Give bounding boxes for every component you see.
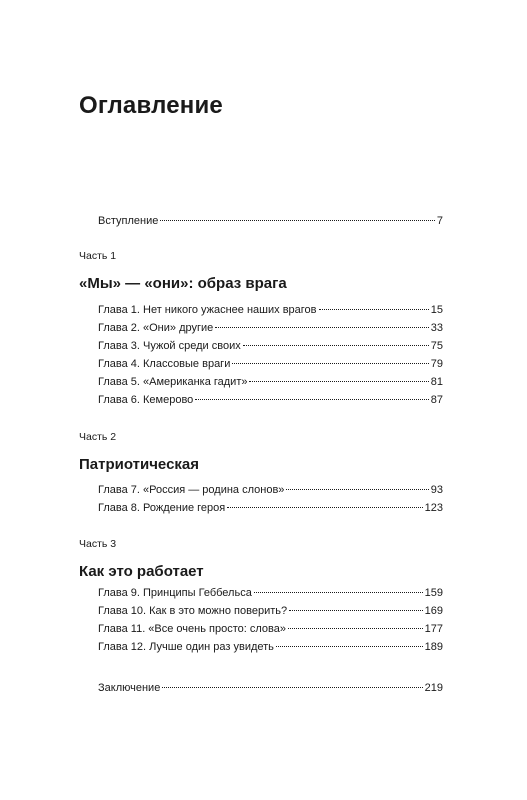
toc-page-number: 219 (424, 682, 443, 694)
toc-page-number: 189 (424, 641, 443, 653)
dot-leader (227, 507, 422, 508)
toc-page-number: 15 (430, 304, 443, 316)
dot-leader (288, 628, 423, 629)
dot-leader (286, 489, 428, 490)
toc-entry-outro[interactable] (79, 679, 443, 697)
toc-entry[interactable] (79, 373, 443, 391)
toc-entry-label: Глава 9. Принципы Геббельса (98, 587, 252, 599)
dot-leader (195, 399, 428, 400)
toc-entry-label: Глава 7. «Россия — родина слонов» (98, 484, 285, 496)
dot-leader (319, 309, 429, 310)
toc-page-number: 7 (436, 215, 443, 227)
toc-entry-label: Глава 12. Лучше один раз увидеть (98, 641, 274, 653)
toc-page-number: 75 (430, 340, 443, 352)
toc-entry-label: Глава 3. Чужой среди своих (98, 340, 241, 352)
toc-entry-label: Глава 11. «Все очень просто: слова» (98, 623, 286, 635)
toc-entry[interactable] (79, 499, 443, 517)
toc-page-number: 81 (430, 376, 443, 388)
part-label: Часть 1 (79, 250, 117, 262)
toc-page-number: 33 (430, 322, 443, 334)
toc-entry[interactable] (79, 319, 443, 337)
chapter-list (79, 481, 443, 517)
toc-page-number: 79 (430, 358, 443, 370)
toc-entry[interactable] (79, 391, 443, 409)
toc-entry[interactable] (79, 602, 443, 620)
toc-entry-label: Вступление (98, 215, 159, 227)
toc-entry-label: Глава 10. Как в это можно поверить? (98, 605, 288, 617)
page-title: Оглавление (79, 92, 223, 119)
toc-entry[interactable] (79, 481, 443, 499)
toc-entry-label: Глава 5. «Американка гадит» (98, 376, 248, 388)
dot-leader (232, 363, 428, 364)
dot-leader (254, 592, 423, 593)
part-title: «Мы» — «они»: образ врага (79, 275, 287, 292)
toc-entry-label: Глава 4. Классовые враги (98, 358, 231, 370)
toc-entry-label: Глава 2. «Они» другие (98, 322, 214, 334)
toc-entry-intro[interactable] (79, 212, 443, 230)
dot-leader (215, 327, 428, 328)
toc-page-number: 169 (424, 605, 443, 617)
toc-entry-label: Глава 8. Рождение героя (98, 502, 226, 514)
toc-entry[interactable] (79, 638, 443, 656)
toc-entry-label: Глава 6. Кемерово (98, 394, 194, 406)
toc-page-number: 159 (424, 587, 443, 599)
part-title: Патриотическая (79, 456, 200, 473)
chapter-list (79, 584, 443, 656)
dot-leader (243, 345, 429, 346)
toc-entry[interactable] (79, 355, 443, 373)
dot-leader (249, 381, 428, 382)
toc-page-number: 87 (430, 394, 443, 406)
toc-page-number: 177 (424, 623, 443, 635)
part-label: Часть 3 (79, 538, 117, 550)
part-label: Часть 2 (79, 431, 117, 443)
toc-entry[interactable] (79, 620, 443, 638)
toc-page-number: 93 (430, 484, 443, 496)
toc-entry[interactable] (79, 584, 443, 602)
dot-leader (276, 646, 423, 647)
dot-leader (162, 687, 422, 688)
toc-entry[interactable] (79, 301, 443, 319)
toc-entry-label: Заключение (98, 682, 161, 694)
toc-entry-label: Глава 1. Нет никого ужаснее наших врагов (98, 304, 317, 316)
toc-page-number: 123 (424, 502, 443, 514)
dot-leader (289, 610, 423, 611)
part-title: Как это работает (79, 563, 204, 580)
toc-entry[interactable] (79, 337, 443, 355)
chapter-list (79, 301, 443, 409)
dot-leader (160, 220, 435, 221)
